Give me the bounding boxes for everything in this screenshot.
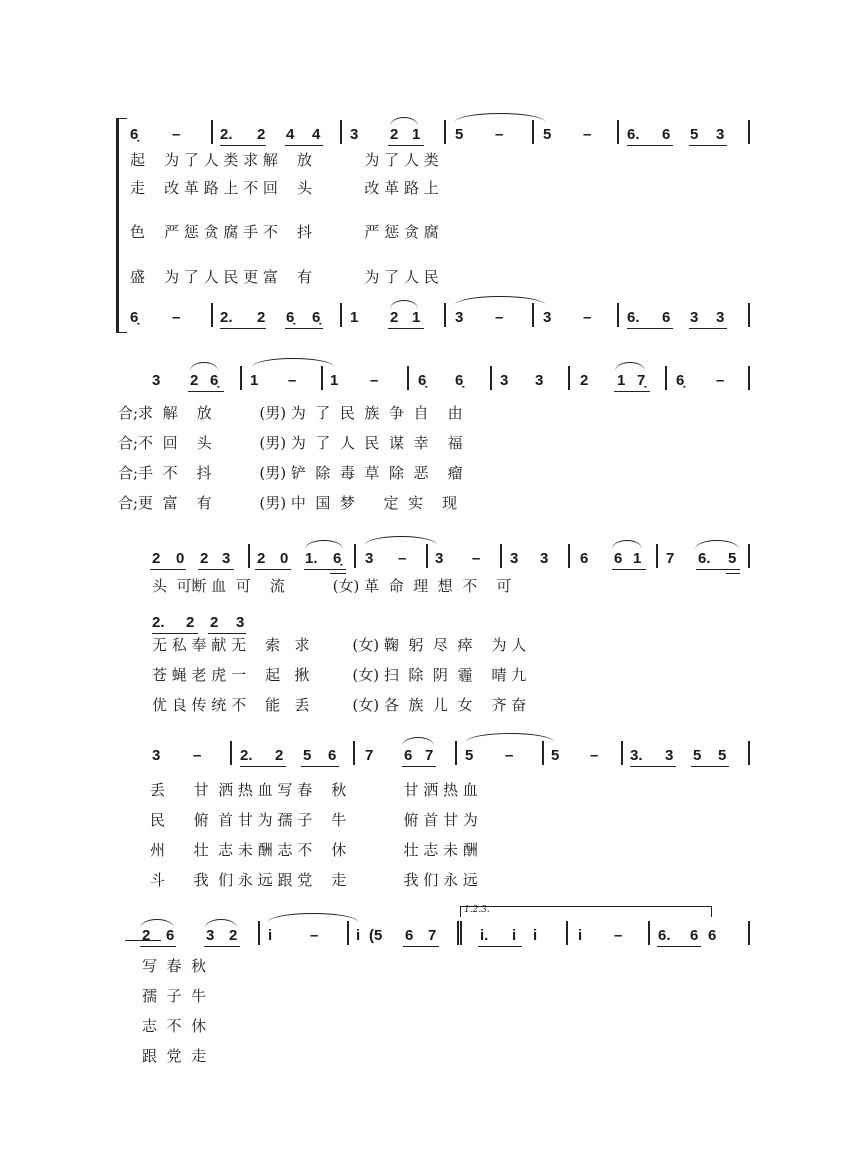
note: 1: [617, 372, 626, 389]
note: 6: [614, 550, 623, 567]
note: 3: [543, 309, 552, 326]
note: 2.: [220, 309, 233, 326]
note: 5: [718, 747, 727, 764]
note: 6.: [627, 309, 640, 326]
note: 3: [690, 309, 699, 326]
note: 7̣: [637, 372, 646, 389]
barline: [321, 366, 323, 390]
barline: [340, 303, 342, 327]
lyric-line: 合;求 解 放 (男) 为 了 民 族 争 自 由: [118, 404, 463, 422]
note: i: [533, 927, 538, 944]
note: 7: [428, 927, 437, 944]
underline: [630, 766, 676, 767]
note: 6: [708, 927, 717, 944]
lyric-line: 斗 我 们 永 远 跟 党 走 我 们 永 远: [150, 871, 478, 889]
lyric-line: 州 壮 志 未 酬 志 不 休 壮 志 未 酬: [150, 841, 478, 859]
note: –: [590, 747, 599, 764]
barline: [347, 921, 349, 945]
note: 6: [580, 550, 589, 567]
barline: [455, 741, 457, 765]
barline: [457, 921, 459, 945]
lyric-line: 无 私 奉 献 无 索 求 (女) 鞠 躬 尽 瘁 为 人: [152, 636, 527, 654]
note: 4: [286, 126, 295, 143]
note: 5: [455, 126, 464, 143]
note: 3: [365, 550, 374, 567]
note: 5: [693, 747, 702, 764]
underline: [285, 145, 323, 146]
note: 5: [551, 747, 560, 764]
note: 3: [152, 747, 161, 764]
note: 2: [186, 614, 195, 631]
note: 6̣: [130, 309, 139, 326]
note: 6̣: [312, 309, 321, 326]
note: 6̣: [130, 126, 139, 143]
barline: [748, 544, 750, 568]
note: 2: [142, 927, 151, 944]
slur: [402, 737, 434, 746]
underline: [696, 569, 740, 570]
underline: [627, 328, 673, 329]
slur: [615, 362, 645, 371]
underline: [689, 145, 727, 146]
note: 7: [425, 747, 434, 764]
underline: [198, 569, 234, 570]
note: 3: [435, 550, 444, 567]
note: 2: [152, 550, 161, 567]
note: 5: [543, 126, 552, 143]
note: 2: [580, 372, 589, 389]
note: 2.: [240, 747, 253, 764]
barline: [621, 741, 623, 765]
note: 6: [328, 747, 337, 764]
note: 6: [404, 747, 413, 764]
note: 4: [312, 126, 321, 143]
note: 1: [250, 372, 259, 389]
note: 3: [716, 309, 725, 326]
note: 2: [200, 550, 209, 567]
note: –: [288, 372, 297, 389]
note: 5: [465, 747, 474, 764]
note: 1: [412, 126, 421, 143]
note: –: [193, 747, 202, 764]
underline: [140, 946, 176, 947]
tie: [466, 733, 554, 742]
note: 7: [365, 747, 374, 764]
barline: [648, 921, 650, 945]
tie: [268, 913, 358, 922]
underline: [301, 766, 339, 767]
barline: [748, 303, 750, 327]
barline: [444, 120, 446, 144]
underline: [188, 391, 224, 392]
note: 3: [665, 747, 674, 764]
barline: [748, 120, 750, 144]
note: –: [172, 309, 181, 326]
note: 2: [257, 126, 266, 143]
slur: [190, 362, 218, 371]
barline: [353, 741, 355, 765]
note: –: [172, 126, 181, 143]
barline: [407, 366, 409, 390]
barline: [211, 303, 213, 327]
lyric-line: 走 改 革 路 上 不 回 头 改 革 路 上: [130, 179, 439, 197]
barline: [340, 120, 342, 144]
note: 2: [229, 927, 238, 944]
underline: [657, 946, 701, 947]
note: 3: [206, 927, 215, 944]
note: 3: [236, 614, 245, 631]
lyric-line: 民 俯 首 甘 为 孺 子 牛 俯 首 甘 为: [150, 811, 478, 829]
note: 1: [633, 550, 642, 567]
barline: [542, 741, 544, 765]
barline: [444, 303, 446, 327]
note: 5: [728, 550, 737, 567]
barline: [617, 120, 619, 144]
note: –: [614, 927, 623, 944]
note: –: [495, 126, 504, 143]
barline: [426, 544, 428, 568]
underline: [304, 569, 346, 570]
barline: [656, 544, 658, 568]
barline: [532, 303, 534, 327]
underline: [220, 328, 266, 329]
lyric-line: 起 为 了 人 类 求 解 放 为 了 人 类: [130, 151, 439, 169]
note: 6̣: [286, 309, 295, 326]
lyric-line: 优 良 传 统 不 能 丢 (女) 各 族 儿 女 齐 奋: [152, 696, 527, 714]
note: 1: [330, 372, 339, 389]
note: 6: [662, 309, 671, 326]
barline: [240, 366, 242, 390]
barline: [566, 921, 568, 945]
underline: [388, 328, 424, 329]
lyric-line: 合;手 不 抖 (男) 铲 除 毒 草 除 恶 瘤: [118, 464, 463, 482]
barline: [248, 544, 250, 568]
underline: [388, 145, 424, 146]
lyric-line: 色 严 惩 贪 腐 手 不 抖 严 惩 贪 腐: [130, 223, 439, 241]
note: 6̣: [676, 372, 685, 389]
note: i: [356, 927, 361, 944]
lyric-line: 写 春 秋: [142, 957, 207, 975]
note: 6: [662, 126, 671, 143]
note: 6: [166, 927, 175, 944]
note: 3: [152, 372, 161, 389]
underline: [689, 328, 727, 329]
underline: [285, 328, 323, 329]
note: 2: [210, 614, 219, 631]
note: 6.: [658, 927, 671, 944]
note: 3: [540, 550, 549, 567]
note: i: [578, 927, 583, 944]
lyric-line: 合;更 富 有 (男) 中 国 梦 定 实 现: [118, 494, 458, 512]
lyric-line: 盛 为 了 人 民 更 富 有 为 了 人 民: [130, 268, 439, 286]
note: 3: [716, 126, 725, 143]
slur: [695, 540, 739, 549]
note: 2.: [152, 614, 165, 631]
note: i.: [480, 927, 489, 944]
note: 3.: [630, 747, 643, 764]
note: –: [583, 126, 592, 143]
note: 6̣: [210, 372, 219, 389]
note: 3: [535, 372, 544, 389]
slur: [612, 540, 642, 549]
note: 3: [350, 126, 359, 143]
barline: [568, 366, 570, 390]
note: 6̣: [418, 372, 427, 389]
lyric-line: 苍 蝇 老 虎 一 起 揪 (女) 扫 除 阴 霾 晴 九: [152, 666, 527, 684]
note: 2: [390, 309, 399, 326]
barline: [617, 303, 619, 327]
note: –: [472, 550, 481, 567]
note: –: [310, 927, 319, 944]
barline: [258, 921, 260, 945]
note: –: [716, 372, 725, 389]
underline: [220, 145, 266, 146]
note: i: [268, 927, 273, 944]
underline: [255, 569, 291, 570]
barline: [460, 921, 462, 945]
note: 6̣: [333, 550, 342, 567]
barline: [354, 544, 356, 568]
note: 2.: [220, 126, 233, 143]
barline: [211, 120, 213, 144]
note: 0: [176, 550, 185, 567]
underline: [204, 946, 240, 947]
note: (5: [369, 927, 383, 944]
note: 7: [666, 550, 675, 567]
barline: [500, 544, 502, 568]
underline: [402, 766, 436, 767]
note: 1.: [305, 550, 318, 567]
note: 3: [500, 372, 509, 389]
barline: [665, 366, 667, 390]
note: 6: [405, 927, 414, 944]
underline: [726, 573, 740, 574]
note: –: [505, 747, 514, 764]
note: 3: [510, 550, 519, 567]
note: i: [512, 927, 517, 944]
note: 3: [455, 309, 464, 326]
note: 5: [303, 747, 312, 764]
note: 5: [690, 126, 699, 143]
barline: [230, 741, 232, 765]
barline: [532, 120, 534, 144]
note: 2: [257, 550, 266, 567]
underline: [691, 766, 729, 767]
note: –: [370, 372, 379, 389]
lyric-line: 志 不 休: [142, 1017, 207, 1035]
system-bracket: [116, 118, 127, 333]
note: 6.: [627, 126, 640, 143]
note: –: [398, 550, 407, 567]
lyric-line: 跟 党 走: [142, 1047, 207, 1065]
note: 6.: [698, 550, 711, 567]
underline: [403, 946, 439, 947]
note: 3: [222, 550, 231, 567]
barline: [748, 741, 750, 765]
note: 2: [257, 309, 266, 326]
note: 1: [412, 309, 421, 326]
note: –: [495, 309, 504, 326]
barline: [748, 921, 750, 945]
underline: [612, 569, 646, 570]
slur: [305, 540, 343, 549]
note: 2: [190, 372, 199, 389]
lyric-line: 合;不 回 头 (男) 为 了 人 民 谋 幸 福: [118, 434, 463, 452]
barline: [490, 366, 492, 390]
volta-label: 1.2.3.: [464, 905, 490, 915]
underline: [240, 766, 286, 767]
lyric-line: 孺 子 牛: [142, 987, 207, 1005]
note: 6: [690, 927, 699, 944]
note: 2: [275, 747, 284, 764]
lyric-line: 头 可断 血 可 流 (女) 革 命 理 想 不 可: [152, 577, 512, 595]
note: 2: [390, 126, 399, 143]
slur: [390, 300, 418, 309]
note: 6̣: [455, 372, 464, 389]
barline: [568, 544, 570, 568]
underline: [478, 946, 522, 947]
underline: [150, 569, 186, 570]
note: –: [583, 309, 592, 326]
volta-bracket: [460, 906, 712, 917]
lyric-line: 丢 甘 洒 热 血 写 春 秋 甘 洒 热 血: [150, 781, 478, 799]
note: 0: [280, 550, 289, 567]
underline: [627, 145, 673, 146]
note: 1: [350, 309, 359, 326]
underline: [614, 391, 650, 392]
slur: [390, 117, 418, 126]
barline: [748, 366, 750, 390]
